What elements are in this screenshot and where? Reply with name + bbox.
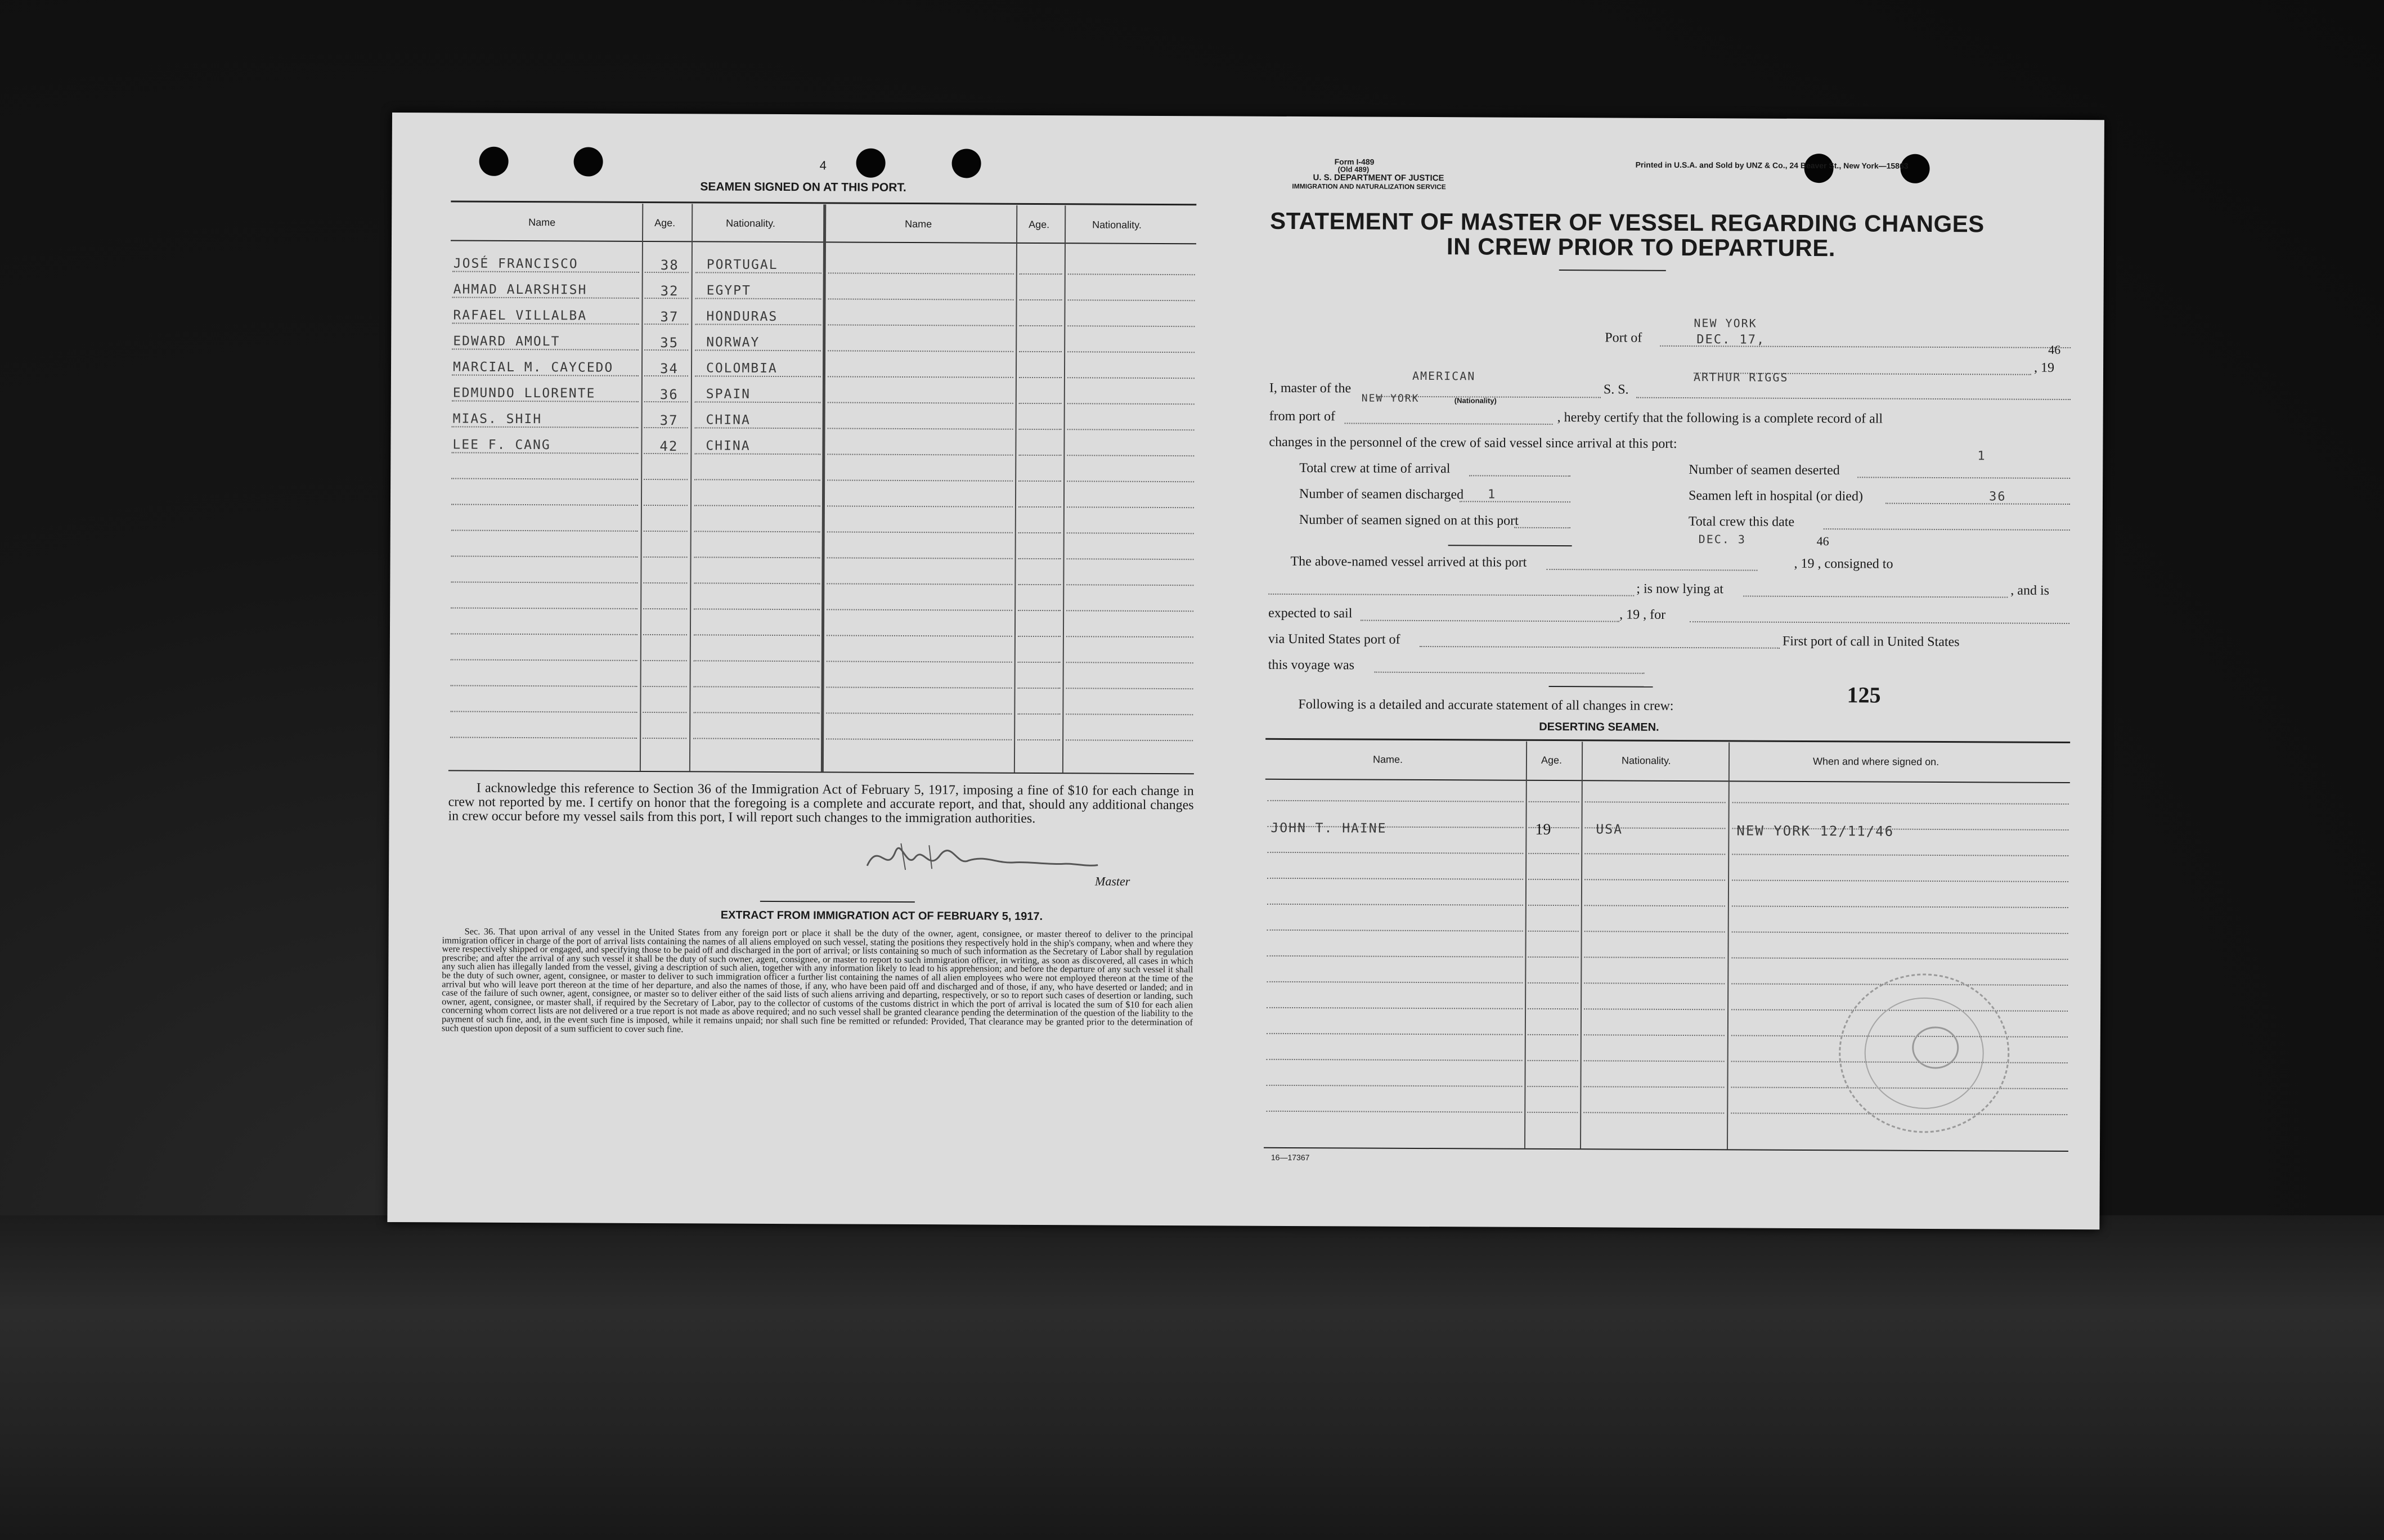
dotted-line bbox=[1583, 1086, 1724, 1088]
right-page bbox=[1228, 116, 2104, 1230]
dotted-line bbox=[1018, 558, 1061, 559]
dotted-line bbox=[451, 504, 638, 505]
dotted-line bbox=[643, 712, 686, 713]
dotted-line bbox=[1345, 423, 1553, 425]
dotted-line bbox=[1019, 325, 1062, 326]
signed-nationality: PORTUGAL bbox=[706, 257, 778, 272]
for-text: , 19 , for bbox=[1619, 607, 1666, 622]
dotted-line bbox=[1584, 931, 1725, 932]
left-page bbox=[387, 113, 1233, 1226]
dotted-line bbox=[1067, 325, 1195, 327]
expected-text: , and is bbox=[2010, 583, 2050, 598]
dotted-line bbox=[1528, 982, 1578, 984]
signed-nationality: NORWAY bbox=[706, 335, 760, 350]
master-label: Master bbox=[1094, 874, 1130, 888]
dotted-line bbox=[1528, 879, 1579, 880]
dotted-line bbox=[694, 608, 820, 610]
dotted-line bbox=[644, 531, 688, 532]
dotted-line bbox=[1584, 853, 1725, 855]
certify-text: , hereby certify that the following is a complete record of all bbox=[1557, 410, 1883, 426]
col-divider bbox=[1062, 205, 1066, 773]
dotted-line bbox=[1732, 879, 2068, 882]
dotted-line bbox=[1067, 429, 1195, 430]
dotted-line bbox=[694, 505, 820, 506]
nationality-value: AMERICAN bbox=[1412, 369, 1476, 383]
dotted-line bbox=[694, 531, 820, 532]
signed-name: MARCIAL M. CAYCEDO bbox=[452, 360, 614, 375]
dotted-line bbox=[451, 478, 638, 479]
printer-line: Printed in U.S.A. and Sold by UNZ & Co., 24 Beaver St., New York—15863 bbox=[1635, 160, 1909, 170]
dotted-line bbox=[827, 454, 1013, 455]
dotted-line bbox=[1584, 1060, 1725, 1062]
dotted-line bbox=[1019, 403, 1062, 404]
signed-age: 34 bbox=[659, 361, 679, 377]
dotted-line bbox=[1857, 477, 2070, 479]
dotted-line bbox=[1067, 377, 1195, 379]
dotted-line bbox=[1528, 853, 1579, 854]
dotted-line bbox=[1636, 397, 2071, 400]
dotted-line bbox=[827, 479, 1013, 481]
deserted-value: 1 bbox=[1977, 449, 1986, 464]
dotted-line bbox=[644, 556, 688, 558]
col-header-nationality: Nationality. bbox=[726, 217, 775, 229]
dotted-line bbox=[1067, 506, 1194, 508]
footer-code: 16—17367 bbox=[1270, 1152, 1310, 1162]
dotted-line bbox=[1583, 1112, 1724, 1114]
col-header-age-2: Age. bbox=[1029, 218, 1050, 231]
dotted-line bbox=[1420, 646, 1780, 649]
dotted-line bbox=[1546, 569, 1757, 571]
page-number: 4 bbox=[819, 158, 827, 173]
dotted-line bbox=[1267, 878, 1523, 880]
dotted-line bbox=[826, 712, 1012, 714]
dotted-line bbox=[1528, 1060, 1578, 1061]
dotted-line bbox=[826, 738, 1012, 740]
extract-title: EXTRACT FROM IMMIGRATION ACT OF FEBRUARY 5, 1917. bbox=[720, 909, 1043, 923]
dotted-line bbox=[693, 738, 819, 739]
dotted-line bbox=[1066, 636, 1193, 637]
punch-hole bbox=[952, 149, 981, 178]
dotted-line bbox=[1267, 955, 1523, 958]
dotted-line bbox=[694, 660, 820, 662]
above-vessel-text: The above-named vessel arrived at this port bbox=[1290, 554, 1527, 570]
dotted-line bbox=[828, 376, 1013, 378]
dotted-line bbox=[1267, 904, 1523, 906]
vessel-name: ARTHUR RIGGS bbox=[1693, 370, 1789, 384]
following-text: Following is a detailed and accurate statement of all changes in crew: bbox=[1298, 697, 1674, 713]
dotted-line bbox=[1067, 558, 1194, 560]
dotted-line bbox=[695, 401, 821, 403]
deserter-signed-on: NEW YORK 12/11/46 bbox=[1736, 823, 1894, 839]
dotted-line bbox=[695, 298, 821, 299]
port-value: NEW YORK bbox=[1694, 316, 1757, 330]
master-signature bbox=[861, 835, 1103, 881]
signed-name: RAFAEL VILLALBA bbox=[453, 308, 587, 324]
dotted-line bbox=[1017, 739, 1060, 740]
col-header-nationality-2: Nationality. bbox=[1092, 219, 1142, 231]
dotted-line bbox=[1268, 594, 1634, 596]
dotted-line bbox=[1361, 620, 1619, 622]
dotted-line bbox=[828, 324, 1013, 326]
dotted-line bbox=[1018, 532, 1061, 533]
col-divider bbox=[1580, 742, 1583, 1148]
signed-name: EDWARD AMOLT bbox=[453, 334, 560, 349]
signed-age: 37 bbox=[659, 412, 679, 429]
discharged-value: 1 bbox=[1488, 487, 1497, 502]
dotted-line bbox=[1584, 957, 1725, 958]
lying-text: ; is now lying at bbox=[1636, 581, 1724, 597]
deserting-col-nationality: Nationality. bbox=[1621, 755, 1671, 766]
dotted-line bbox=[1018, 481, 1061, 482]
year-value: 46 bbox=[2048, 342, 2061, 357]
dotted-line bbox=[1019, 429, 1062, 430]
form-old-number: (Old 489) bbox=[1337, 165, 1370, 174]
signed-name: AHMAD ALARSHISH bbox=[453, 282, 587, 298]
signed-on-label: Number of seamen signed on at this port bbox=[1299, 513, 1519, 528]
hospital-value: 36 bbox=[1988, 490, 2006, 504]
col-divider bbox=[1014, 205, 1017, 773]
punch-hole bbox=[574, 147, 603, 176]
signed-age: 36 bbox=[659, 387, 679, 403]
dotted-line bbox=[1732, 802, 2069, 805]
dotted-line bbox=[1527, 1086, 1578, 1087]
deserting-heading: DESERTING SEAMEN. bbox=[1539, 720, 1659, 734]
discharged-label: Number of seamen discharged bbox=[1299, 487, 1464, 502]
master-of-label: I, master of the bbox=[1269, 380, 1352, 396]
dotted-line bbox=[1267, 930, 1523, 932]
dotted-line bbox=[828, 428, 1013, 429]
dotted-line bbox=[694, 556, 820, 558]
col-header-name-2: Name bbox=[905, 218, 932, 230]
dotted-line bbox=[1017, 713, 1060, 715]
dotted-line bbox=[1268, 800, 1524, 802]
dotted-line bbox=[1066, 584, 1193, 586]
dotted-line bbox=[1018, 610, 1061, 611]
immigration-stamp bbox=[1822, 963, 2026, 1150]
signed-age: 32 bbox=[660, 283, 679, 299]
total-date-label: Total crew this date bbox=[1688, 514, 1795, 529]
table-header-rule bbox=[1265, 779, 2070, 783]
signed-nationality: CHINA bbox=[706, 438, 751, 454]
signed-on-heading: SEAMEN SIGNED ON AT THIS PORT. bbox=[700, 180, 906, 194]
nationality-caption: (Nationality) bbox=[1454, 396, 1497, 405]
dotted-line bbox=[1020, 299, 1062, 300]
dotted-line bbox=[827, 557, 1013, 559]
dotted-line bbox=[1690, 621, 2069, 624]
divider bbox=[1559, 270, 1666, 271]
dotted-line bbox=[1584, 879, 1725, 881]
dotted-line bbox=[827, 531, 1013, 533]
first-port-label: First port of call in United States bbox=[1782, 634, 1960, 650]
dotted-line bbox=[451, 607, 637, 609]
dotted-line bbox=[694, 686, 820, 688]
background-strip bbox=[0, 1215, 2384, 1540]
hospital-label: Seamen left in hospital (or died) bbox=[1688, 488, 1864, 504]
dotted-line bbox=[1019, 377, 1062, 378]
dotted-line bbox=[1584, 1034, 1725, 1036]
arrival-year-value: 46 bbox=[1816, 534, 1829, 549]
dotted-line bbox=[694, 634, 820, 636]
dotted-line bbox=[1067, 532, 1194, 534]
dotted-line bbox=[1731, 957, 2068, 960]
signed-age: 37 bbox=[660, 309, 679, 325]
col-divider bbox=[689, 204, 693, 771]
dotted-line bbox=[643, 686, 687, 687]
dotted-line bbox=[451, 685, 637, 686]
dotted-line bbox=[1066, 713, 1193, 715]
col-divider bbox=[1524, 742, 1527, 1148]
col-header-age: Age. bbox=[654, 217, 676, 229]
dotted-line bbox=[644, 479, 688, 480]
dotted-line bbox=[1585, 801, 1726, 803]
deserting-col-signed-on: When and where signed on. bbox=[1812, 756, 1939, 768]
dotted-line bbox=[1019, 351, 1062, 352]
col-divider bbox=[821, 204, 826, 771]
dotted-line bbox=[1528, 957, 1578, 958]
dotted-line bbox=[828, 298, 1014, 300]
dotted-line bbox=[643, 738, 686, 739]
dotted-line bbox=[1267, 1007, 1523, 1009]
dotted-line bbox=[1529, 801, 1579, 802]
changes-text: changes in the personnel of the crew of said vessel since arrival at this port: bbox=[1269, 434, 1677, 451]
acknowledgement-text: I acknowledge this reference to Section 36 of the Immigration Act of February 5, 1917, imposing a fine of $10 for each change in crew not reported by me. I certify on honor that the foregoing is a complete and accurate report, and that, should any additional changes in crew occur before my vessel sails from this port, I will report such changes to the immigration authorities. bbox=[448, 780, 1194, 827]
ss-label: S. S. bbox=[1603, 382, 1629, 397]
date-value: DEC. 17, bbox=[1696, 333, 1766, 347]
dotted-line bbox=[1067, 481, 1194, 482]
dotted-line bbox=[828, 402, 1013, 403]
dotted-line bbox=[827, 686, 1012, 688]
dotted-line bbox=[828, 272, 1014, 274]
dotted-line bbox=[1528, 931, 1579, 932]
deserting-col-name: Name. bbox=[1372, 753, 1403, 765]
dotted-line bbox=[1528, 1034, 1578, 1035]
dotted-line bbox=[1267, 1033, 1523, 1035]
dotted-line bbox=[695, 427, 821, 429]
col-divider bbox=[1727, 742, 1730, 1149]
signed-age: 38 bbox=[660, 257, 679, 273]
total-number: 125 bbox=[1847, 682, 1881, 708]
dotted-line bbox=[1020, 273, 1062, 275]
signed-name: LEE F. CANG bbox=[452, 437, 551, 453]
dotted-line bbox=[1018, 506, 1061, 508]
deserter-nationality: USA bbox=[1596, 822, 1623, 837]
dotted-line bbox=[694, 453, 820, 455]
dotted-line bbox=[1732, 854, 2068, 856]
dotted-line bbox=[1732, 905, 2068, 908]
dotted-line bbox=[1743, 595, 2008, 598]
divider bbox=[1549, 686, 1653, 688]
dotted-line bbox=[643, 660, 687, 661]
form-title-line2: IN CREW PRIOR TO DEPARTURE. bbox=[1446, 233, 1836, 262]
department-label: U. S. DEPARTMENT OF JUSTICE bbox=[1313, 173, 1444, 183]
dotted-line bbox=[1067, 403, 1195, 405]
arrival-date-value: DEC. 3 bbox=[1698, 532, 1747, 546]
voyage-label: this voyage was bbox=[1268, 657, 1355, 673]
signed-nationality: SPAIN bbox=[706, 387, 751, 402]
via-label: via United States port of bbox=[1268, 631, 1400, 647]
dotted-line bbox=[1460, 501, 1570, 502]
dotted-line bbox=[451, 555, 638, 557]
dotted-line bbox=[1266, 1085, 1522, 1087]
dotted-line bbox=[450, 737, 637, 738]
dotted-line bbox=[694, 479, 820, 481]
service-label: IMMIGRATION AND NATURALIZATION SERVICE bbox=[1292, 182, 1446, 191]
dotted-line bbox=[1267, 1059, 1523, 1061]
deserter-age: 19 bbox=[1535, 820, 1551, 838]
dotted-line bbox=[1068, 299, 1195, 301]
dotted-line bbox=[643, 608, 687, 609]
dotted-line bbox=[1066, 739, 1193, 741]
dotted-line bbox=[1068, 273, 1195, 275]
signed-nationality: EGYPT bbox=[706, 283, 751, 298]
from-port-label: from port of bbox=[1269, 408, 1336, 424]
punch-hole bbox=[856, 149, 886, 178]
dotted-line bbox=[1732, 931, 2068, 934]
dotted-line bbox=[1067, 351, 1195, 353]
dotted-line bbox=[1584, 905, 1725, 906]
form-sheet bbox=[387, 113, 2104, 1229]
dotted-line bbox=[1018, 584, 1061, 585]
dotted-line bbox=[827, 505, 1013, 507]
signed-age: 42 bbox=[659, 438, 679, 455]
deserting-col-age: Age. bbox=[1541, 754, 1563, 766]
dotted-line bbox=[828, 350, 1013, 352]
dotted-line bbox=[1527, 1112, 1578, 1113]
punch-hole bbox=[479, 147, 509, 176]
dotted-line bbox=[451, 659, 637, 661]
dotted-line bbox=[451, 529, 638, 531]
dotted-line bbox=[452, 426, 639, 428]
dotted-line bbox=[1514, 527, 1570, 528]
from-port-value: NEW YORK bbox=[1361, 392, 1420, 405]
dotted-line bbox=[1018, 636, 1061, 637]
dotted-line bbox=[827, 583, 1012, 585]
dotted-line bbox=[1018, 455, 1061, 456]
dotted-line bbox=[1528, 1008, 1578, 1009]
dotted-line bbox=[694, 582, 820, 584]
dotted-line bbox=[1824, 528, 2070, 531]
dotted-line bbox=[1885, 503, 2070, 505]
dotted-line bbox=[1066, 688, 1193, 689]
dotted-line bbox=[1066, 662, 1193, 663]
divider bbox=[760, 901, 915, 903]
signed-name: MIAS. SHIH bbox=[452, 411, 542, 427]
signed-name: JOSÉ FRANCISCO bbox=[453, 256, 578, 272]
divider bbox=[1448, 545, 1572, 546]
dotted-line bbox=[450, 711, 637, 712]
dotted-line bbox=[643, 582, 687, 583]
extract-text: Sec. 36. That upon arrival of any vessel in the United States from any foreign port or place it shall be the duty of the owner, agent, consignee, or master thereof to deliver to the principal immigration officer in charge of the port of arrival lists containing the names of all aliens employed on such vessel, stating the positions they respectively hold in the ship's company, when and where they were respectively shipped or engaged, and specifying those to be paid off and discharged in the port of arrival; or lists containing so much of such information as the Secretary of Labor shall by regulation prescribe; and after the arrival of any such vessel it shall be the duty of such owner, agent, consignee, or master to report to such immigration officer, in writing, as soon as discovered, all cases in which any such alien has illegally landed from the vessel, giving a description of such alien, together with any information likely to lead to his apprehension; and before the departure of any such vessel it shall be the duty of such owner, agent, consignee, or master to deliver to such immigration officer a further list containing the names of all alien employees who were not employed thereon at the time of the arrival but who will leave port thereon at the time of her departure, and also the names of those, if any, who have been paid off and discharged and of those, if any, who have deserted or landed; and in case of the failure of such owner, agent, consignee, or master so to deliver either of the said lists of such aliens arriving and departing, respectively, or so to report such cases of desertion or landing, such owner, agent, consignee, or master shall, if required by the Secretary of Labor, pay to the collector of customs of the customs district in which the port of arrival is located the sum of $10 for each alien concerning whom correct lists are not delivered or a true report is not made as above required; and no such vessel shall be granted clearance pending the determination of the question of the liability to the payment of such fine, and, in the event such fine is imposed, while it remains unpaid; nor shall such fine be remitted or refunded: Provided, That clearance may be granted prior to the determination of such question upon deposit of a sum sufficient to cover such fine. bbox=[441, 926, 1193, 1034]
dotted-line bbox=[693, 712, 819, 713]
deserted-label: Number of seamen deserted bbox=[1689, 463, 1840, 478]
signed-nationality: HONDURAS bbox=[706, 309, 778, 324]
form-title-line1: STATEMENT OF MASTER OF VESSEL REGARDING CHANGES bbox=[1270, 207, 1985, 237]
dotted-line bbox=[643, 634, 687, 635]
expected-label: expected to sail bbox=[1268, 605, 1353, 621]
dotted-line bbox=[827, 635, 1012, 636]
dotted-line bbox=[1267, 981, 1523, 984]
dotted-line bbox=[1584, 1008, 1725, 1010]
dotted-line bbox=[1266, 1111, 1522, 1113]
consigned-text: , 19 , consigned to bbox=[1794, 556, 1893, 572]
dotted-line bbox=[451, 581, 637, 583]
dotted-line bbox=[451, 633, 637, 635]
dotted-line bbox=[1528, 905, 1579, 906]
dotted-line bbox=[1067, 455, 1194, 456]
col-header-name: Name bbox=[528, 217, 556, 228]
signed-age: 35 bbox=[660, 335, 679, 351]
year-prefix: , 19 bbox=[2033, 360, 2055, 375]
form-number: Form I-489 bbox=[1334, 157, 1375, 167]
signed-nationality: COLOMBIA bbox=[706, 361, 778, 376]
signed-nationality: CHINA bbox=[706, 412, 751, 428]
deserter-name: JOHN T. HAINE bbox=[1270, 820, 1387, 836]
dotted-line bbox=[1018, 688, 1061, 689]
total-crew-label: Total crew at time of arrival bbox=[1299, 461, 1451, 477]
table-top-rule bbox=[1265, 738, 2070, 743]
dotted-line bbox=[1267, 852, 1523, 854]
dotted-line bbox=[1066, 610, 1193, 612]
dotted-line bbox=[1018, 662, 1061, 663]
dotted-line bbox=[827, 661, 1012, 662]
port-label: Port of bbox=[1605, 330, 1642, 345]
dotted-line bbox=[1469, 475, 1570, 477]
signed-name: EDMUNDO LLORENTE bbox=[452, 385, 596, 401]
dotted-line bbox=[827, 609, 1012, 610]
dotted-line bbox=[644, 505, 688, 506]
dotted-line bbox=[1584, 982, 1725, 984]
dotted-line bbox=[1375, 672, 1645, 674]
